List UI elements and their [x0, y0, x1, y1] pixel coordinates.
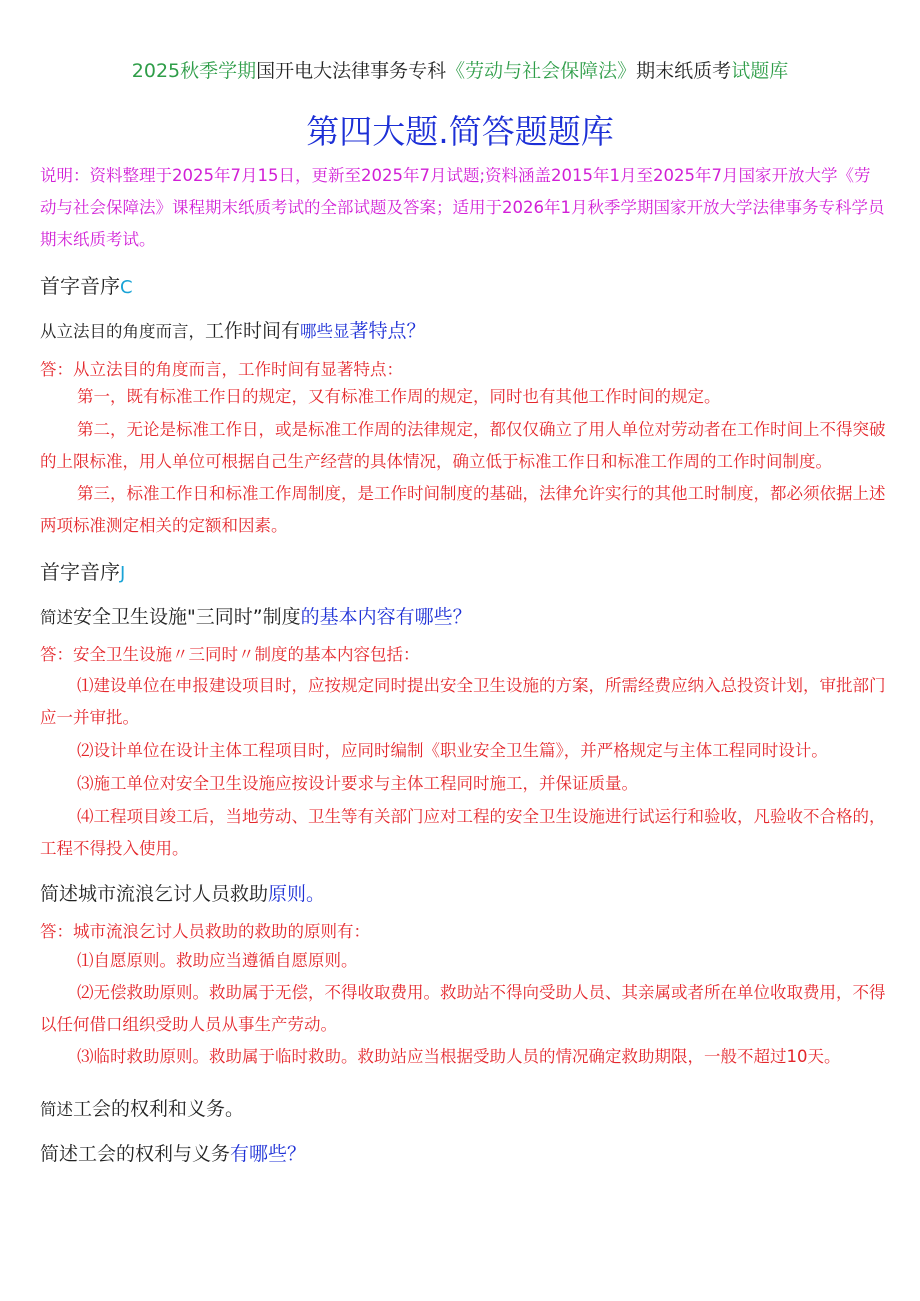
question-2-part2: 安全卫生设施"三同时”制度	[73, 606, 301, 628]
answer-1-intro: 答：从立法目的角度而言，工作时间有显著特点：	[40, 360, 403, 379]
section-heading-j	[40, 556, 125, 585]
question-1	[40, 316, 426, 343]
answer-2-point-2: ⑵设计单位在设计主体工程项目时，应同时编制《职业安全卫生篇》，并严格规定与主体工程同时设计。	[77, 741, 828, 760]
section-label: 首字音序	[40, 560, 120, 584]
answer-1-point-3: 第三，标准工作日和标准工作周制度，是工作时间制度的基础，法律允许实行的其他工时制度，都必须依据上述两项标准测定相关的定额和因素。	[40, 484, 886, 535]
answer-3-point-2: ⑵无偿救助原则。救助属于无偿，不得收取费用。救助站不得向受助人员、其亲属或者所在单位收取费用，不得以任何借口组织受助人员从事生产劳动。	[40, 983, 886, 1034]
answer-2-intro: 答：安全卫生设施〃三同时〃制度的基本内容包括：	[40, 645, 420, 664]
question-2-part3: 的基本内容有哪些？	[300, 606, 472, 628]
question-2	[40, 602, 472, 629]
question-1-part3: 哪些显	[300, 322, 350, 341]
header-exam: 期末纸质考	[636, 60, 732, 82]
question-5-part1: 简述工会的权利与义务	[40, 1143, 231, 1165]
answer-3-point-3: ⑶临时救助原则。救助属于临时救助。救助站应当根据受助人员的情况确定救助期限，一般不超过10天。	[77, 1047, 841, 1066]
question-2-part1: 简述	[40, 608, 73, 627]
section-heading-c	[40, 270, 133, 299]
question-4-part1: 简述	[40, 1100, 73, 1119]
question-1-part2: 工作时间有	[205, 320, 301, 342]
answer-3-intro: 答：城市流浪乞讨人员救助的救助的原则有：	[40, 922, 370, 941]
question-3	[40, 879, 325, 906]
section-letter: C	[120, 277, 133, 298]
header-term: 2025秋季学期	[131, 60, 257, 82]
question-4	[40, 1094, 244, 1121]
description-note: 说明：资料整理于2025年7月15日，更新至2025年7月试题;资料涵盖2015年1月至2025年7月国家开放大学《劳动与社会保障法》课程期末纸质考试的全部试题及答案；适用于2026年1月秋季学期国家开放大学法律事务专科学员期末纸质考试。	[40, 166, 885, 249]
question-4-part2: 工会的权利和义务。	[73, 1098, 245, 1120]
question-3-part1: 简述城市流浪乞讨人员救助	[40, 883, 269, 905]
question-1-part1: 从立法目的角度而言，	[40, 322, 205, 341]
answer-3-point-1: ⑴自愿原则。救助应当遵循自愿原则。	[77, 951, 358, 970]
header-school: 国开电大法律事务专科	[256, 60, 447, 82]
page-title: 第四大题.简答题题库	[306, 112, 614, 151]
question-5	[40, 1139, 306, 1166]
question-1-part4: 著特点？	[349, 320, 426, 342]
section-label: 首字音序	[40, 274, 120, 298]
question-3-part2: 原则。	[268, 883, 326, 905]
question-5-part2: 有哪些？	[230, 1143, 307, 1165]
answer-1-point-1: 第一，既有标准工作日的规定，又有标准工作周的规定，同时也有其他工作时间的规定。	[77, 387, 721, 406]
answer-2-point-4: ⑷工程项目竣工后，当地劳动、卫生等有关部门应对工程的安全卫生设施进行试运行和验收，凡验收不合格的，工程不得投入使用。	[40, 807, 886, 858]
answer-2-point-3: ⑶施工单位对安全卫生设施应按设计要求与主体工程同时施工，并保证质量。	[77, 774, 638, 793]
answer-1-point-2: 第二，无论是标准工作日，或是标准工作周的法律规定，都仅仅确立了用人单位对劳动者在工作时间上不得突破的上限标准，用人单位可根据自己生产经营的具体情况，确立低于标准工作日和标准工作周的工作时间制度。	[40, 420, 886, 471]
section-letter: J	[120, 563, 126, 584]
header-course: 《劳动与社会保障法》	[446, 60, 637, 82]
document-header	[0, 56, 920, 83]
answer-2-point-1: ⑴建设单位在申报建设项目时，应按规定同时提出安全卫生设施的方案，所需经费应纳入总投资计划，审批部门应一并审批。	[40, 676, 886, 727]
header-bank: 试题库	[731, 60, 789, 82]
